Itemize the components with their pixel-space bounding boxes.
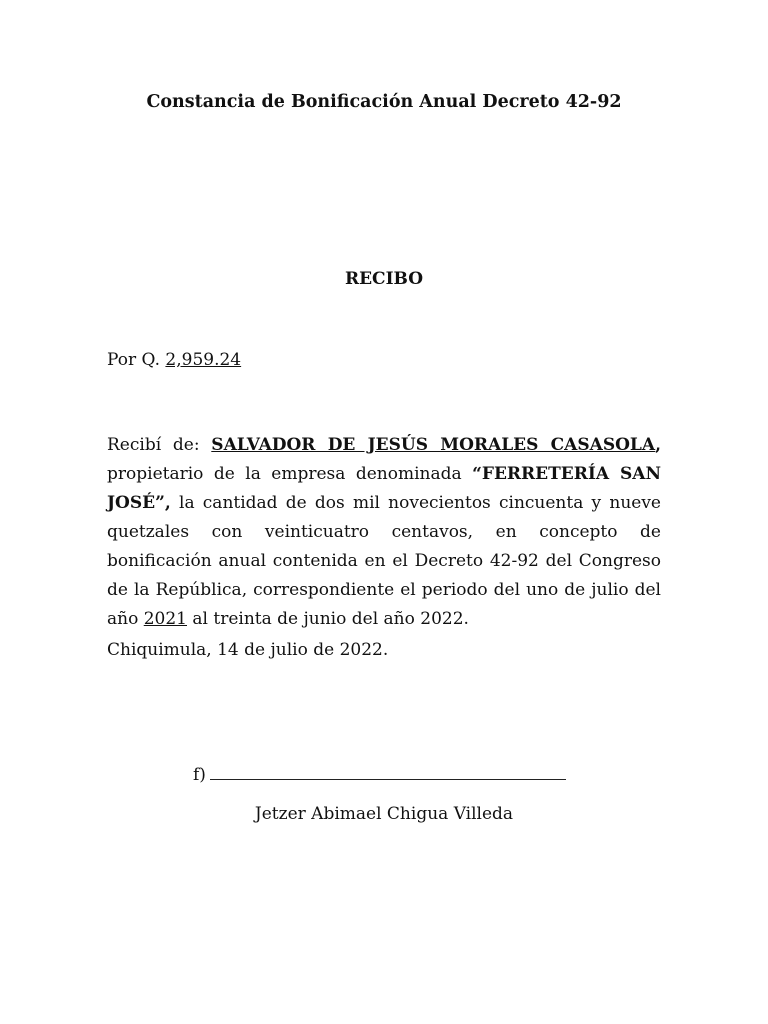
body-intro: Recibí de: [107, 435, 212, 455]
amount-line [107, 350, 241, 370]
receipt-heading: RECIBO [344, 269, 424, 289]
payer-comma: , [655, 435, 661, 455]
payer-name: SALVADOR DE JESÚS MORALES CASASOLA [211, 435, 656, 455]
company-name: “FERRETERÍA SAN JOSÉ”, [107, 464, 661, 513]
document-title: Constancia de Bonificación Anual Decreto 42-92 [146, 92, 622, 112]
amount-prefix: Por Q. [107, 350, 166, 370]
body-text-part1: la cantidad de dos mil novecientos cincuenta y nueve quetzales con veinticuatro centavos, en concepto de bonificación anual contenida en el Decreto 42-92 del Congreso de la República, correspondiente el periodo del uno de julio del año [107, 493, 661, 629]
place-date: Chiquimula, 14 de julio de 2022. [107, 640, 389, 660]
signature-line [193, 764, 566, 785]
amount-value: 2,959.24 [165, 350, 242, 370]
signature-prefix: f) [193, 765, 206, 785]
signer-name: Jetzer Abimael Chigua Villeda [254, 804, 514, 824]
signature-blank [210, 764, 566, 780]
receipt-body [107, 431, 661, 634]
owner-text: propietario de la empresa denominada [107, 464, 473, 484]
body-text-part2: al treinta de junio del año 2022. [187, 609, 469, 629]
start-year: 2021 [143, 609, 187, 629]
